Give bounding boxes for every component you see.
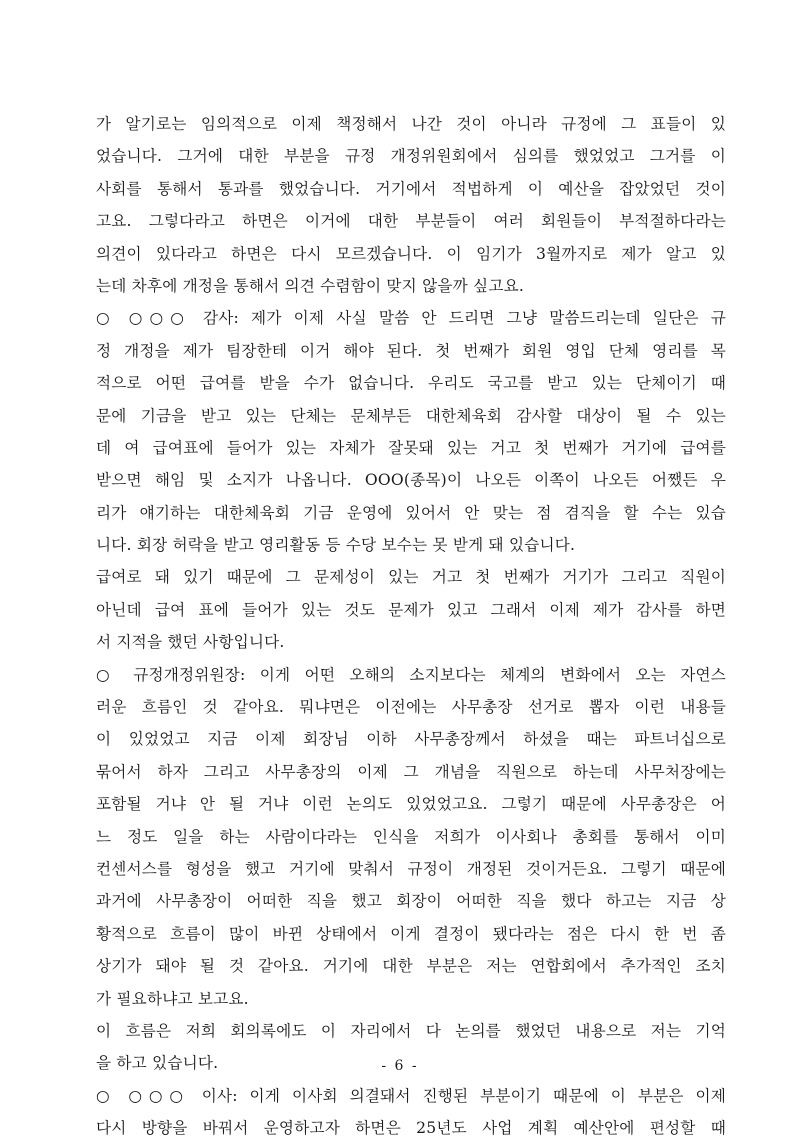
text-line: ○ ○○○ 감사: 제가 이제 사실 말씀 안 드리면 그냥 말씀드리는데 일단은 규: [96, 309, 726, 328]
text-line: 문에 기금을 받고 있는 단체는 문체부든 대한체육회 감사할 대상이 될 수 있는: [96, 406, 726, 425]
text-line: 받으면 해임 및 소지가 나옵니다. OOO(종목)이 나오든 이쪽이 나오든 어쨌든 우: [96, 471, 726, 490]
text-line: 과거에 사무총장이 어떠한 직을 했고 회장이 어떠한 직을 했다 하고는 지금 상: [96, 892, 726, 911]
text-line: 러운 흐름인 것 같아요. 뭐냐면은 이전에는 사무총장 선거로 뽑자 이런 내용들: [96, 698, 726, 717]
text-line: 는데 차후에 개정을 통해서 의견 수렴함이 맞지 않을까 싶고요.: [96, 276, 525, 295]
text-line: 사회를 통해서 통과를 했었습니다. 거기에서 적법하게 이 예산을 잡았었던 것이: [96, 179, 726, 198]
text-line: 정 개정을 제가 팀장한테 이거 해야 된다. 첫 번째가 회원 영입 단체 영리를 목: [96, 341, 726, 360]
text-line: 데 여 급여표에 들어가 있는 자체가 잘못돼 있는 거고 첫 번째가 거기에 급여를: [96, 438, 726, 457]
text-line: 가 알기로는 임의적으로 이제 책정해서 나간 것이 아니라 규정에 그 표들이 있: [96, 115, 726, 133]
text-line: 었습니다. 그거에 대한 부분을 규정 개정위원회에서 심의를 했었었고 그거를 이: [96, 147, 726, 166]
text-line: 급여로 돼 있기 때문에 그 문제성이 있는 거고 첫 번째가 거기가 그리고 직원이: [96, 568, 726, 587]
text-line: 리가 얘기하는 대한체육회 기금 운영에 있어서 안 맞는 점 겸직을 할 수는 있습: [96, 503, 726, 522]
text-line: 컨센서스를 형성을 했고 거기에 맞춰서 규정이 개정된 것이거든요. 그렇기 때문에: [96, 859, 726, 878]
text-line: 니다. 회장 허락을 받고 영리활동 등 수당 보수는 못 받게 돼 있습니다.: [96, 536, 576, 555]
text-line: 아닌데 급여 표에 들어가 있는 것도 문제가 있고 그래서 이제 제가 감사를 하면: [96, 600, 726, 619]
text-line: 고요. 그렇다라고 하면은 이거에 대한 부분들이 여러 회원들이 부적절하다라는: [96, 212, 726, 231]
text-line: ○ 규정개정위원장: 이게 어떤 오해의 소지보다는 체계의 변화에서 오는 자연스: [96, 665, 726, 684]
text-line: 적으로 어떤 급여를 받을 수가 없습니다. 우리도 국고를 받고 있는 단체이기 때: [96, 374, 726, 393]
text-line: 상기가 돼야 될 것 같아요. 거기에 대한 부분은 저는 연합회에서 추가적인 조치: [96, 957, 726, 976]
text-line: 서 지적을 했던 사항입니다.: [96, 633, 285, 652]
page-number: - 6 -: [381, 1058, 419, 1074]
text-line: 느 정도 일을 하는 사람이다라는 인식을 저희가 이사회나 총회를 통해서 이미: [96, 827, 726, 846]
text-line: 을 하고 있습니다.: [96, 1054, 219, 1073]
text-line: ○ ○○○ 이사: 이게 이사회 의결돼서 진행된 부분이기 때문에 이 부분은 이제: [96, 1086, 726, 1105]
text-line: 의견이 있다라고 하면은 다시 모르겠습니다. 이 임기가 3월까지로 제가 알고 있: [96, 244, 726, 263]
text-line: 가 필요하냐고 보고요.: [96, 989, 249, 1008]
text-line: 이 흐름은 저희 회의록에도 이 자리에서 다 논의를 했었던 내용으로 저는 기억: [96, 1021, 726, 1040]
text-line: 묶어서 하자 그리고 사무총장의 이제 그 개념을 직원으로 하는데 사무처장에는: [96, 762, 726, 781]
minutes-body-text: [96, 108, 726, 1145]
text-line: 포함될 거냐 안 될 거냐 이런 논의도 있었었고요. 그렇기 때문에 사무총장은 어: [96, 795, 726, 814]
text-line: 이 있었었고 지금 이제 회장님 이하 사무총장께서 하셨을 때는 파트너십으로: [96, 730, 726, 749]
text-line: 황적으로 흐름이 많이 바뀐 상태에서 이게 결정이 됐다라는 점은 다시 한 번 좀: [96, 924, 726, 943]
text-line: 다시 방향을 바꿔서 운영하고자 하면은 25년도 사업 계획 예산안에 편성할 때: [96, 1119, 726, 1138]
